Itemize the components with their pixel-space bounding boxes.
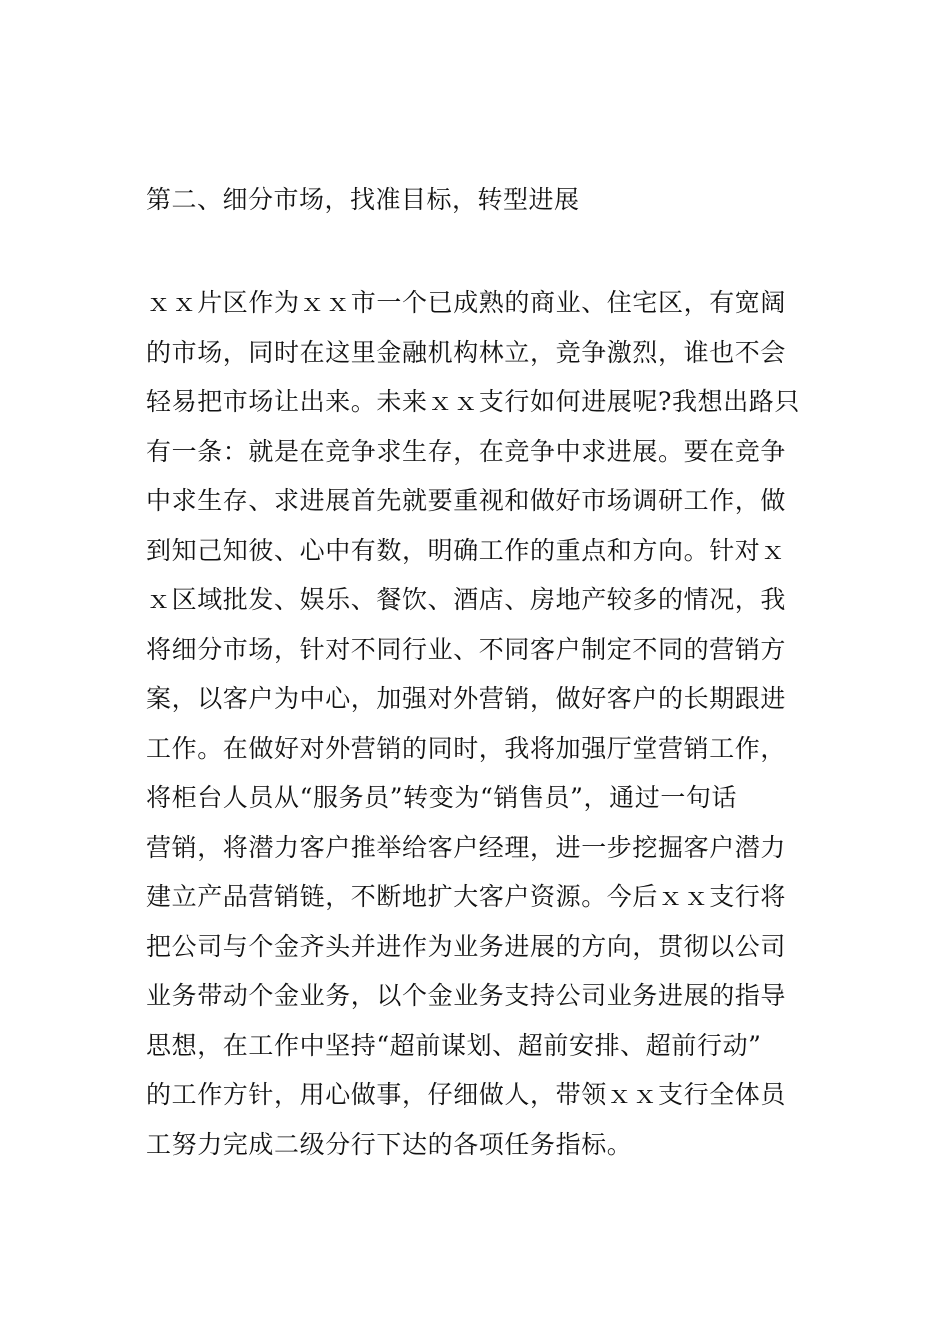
body-paragraph	[146, 278, 826, 1169]
paragraph-line: 有一条：就是在竞争求生存，在竞争中求进展。要在竞争	[146, 436, 787, 466]
paragraph-line: 建立产品营销链，不断地扩大客户资源。今后ｘｘ支行将	[146, 882, 787, 911]
paragraph-line: 把公司与个金齐头并进作为业务进展的方向，贯彻以公司	[146, 931, 787, 961]
paragraph-line: 案，以客户为中心，加强对外营销，做好客户的长期跟进	[146, 684, 787, 713]
paragraph-line: 将细分市场，针对不同行业、不同客户制定不同的营销方	[146, 634, 787, 664]
paragraph-line: 的工作方针，用心做事，仔细做人，带领ｘｘ支行全体员	[146, 1080, 787, 1109]
paragraph-line: 将柜台人员从“服务员”转变为“销售员”，通过一句话	[146, 783, 738, 812]
paragraph-line: 业务带动个金业务，以个金业务支持公司业务进展的指导	[146, 981, 787, 1010]
paragraph-line: 工作。在做好对外营销的同时，我将加强厅堂营销工作，	[146, 733, 787, 763]
paragraph-line: ｘ区域批发、娱乐、餐饮、酒店、房地产较多的情况，我	[146, 585, 787, 614]
paragraph-line: 轻易把市场让出来。未来ｘｘ支行如何进展呢?我想出路只	[146, 387, 801, 416]
paragraph-line: 的市场，同时在这里金融机构林立，竞争激烈，谁也不会	[146, 337, 787, 367]
section-heading: 第二、细分市场，找准目标，转型进展	[146, 185, 580, 214]
paragraph-line: 中求生存、求进展首先就要重视和做好市场调研工作，做	[146, 486, 787, 515]
paragraph-line: 思想，在工作中坚持“超前谋划、超前安排、超前行动”	[146, 1030, 762, 1060]
paragraph-line: ｘｘ片区作为ｘｘ市一个已成熟的商业、住宅区，有宽阔	[146, 288, 787, 317]
paragraph-line: 营销，将潜力客户推举给客户经理，进一步挖掘客户潜力	[146, 832, 787, 862]
paragraph-line: 到知己知彼、心中有数，明确工作的重点和方向。针对ｘ	[146, 535, 787, 565]
paragraph-line: 工努力完成二级分行下达的各项任务指标。	[146, 1129, 633, 1159]
